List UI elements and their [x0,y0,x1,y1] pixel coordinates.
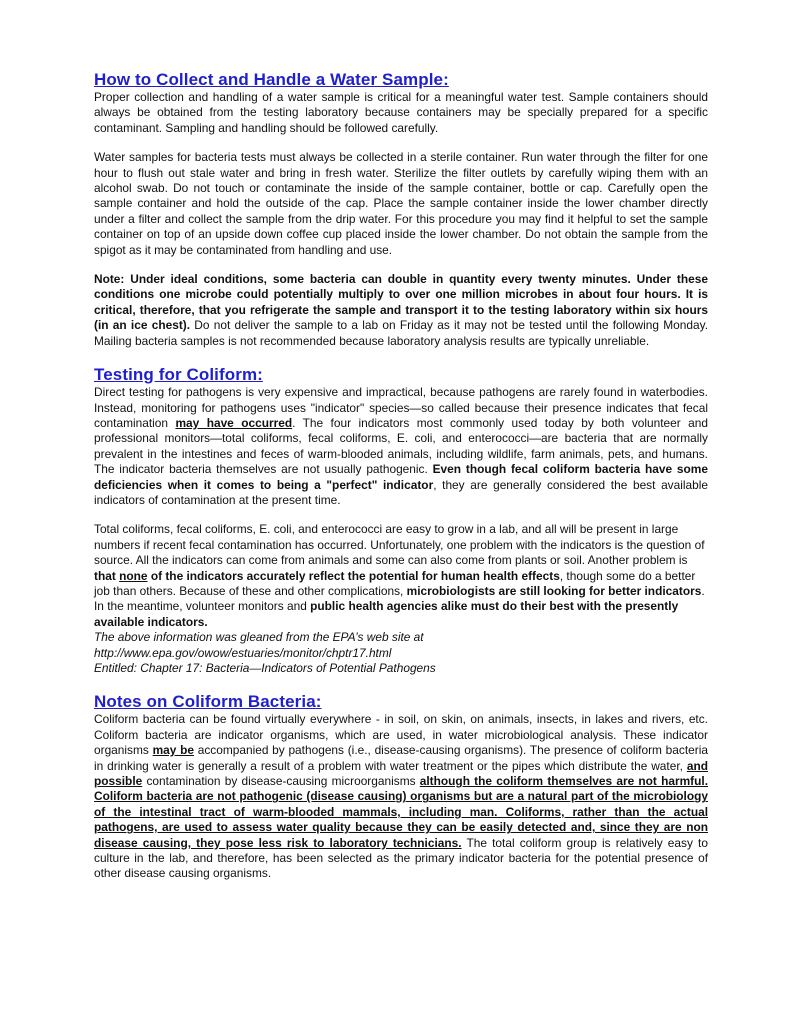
paragraph-note [94,272,708,349]
section-heading-notes-coliform: Notes on Coliform Bacteria: [94,692,322,712]
paragraph-coliform-notes [94,712,708,881]
bold-text: microbiologists are still looking for better indicators [406,583,702,598]
bold-text: that [94,568,120,583]
section-heading-collect-sample: How to Collect and Handle a Water Sample: [94,70,449,89]
source-title: Entitled: Chapter 17: Bacteria—Indicators of Potential Pathogens [94,661,436,675]
text-run: Direct testing for pathogens is very expensive and impractical, because pathogens are rarely found in waterbodies. Instead, monitoring for pathogens uses "indicator" species—so called because their presence indicates that fecal contamination [94,385,708,430]
text-run: Total coliforms, fecal coliforms, E. coli, and enterococci are easy to grow in a lab, and all will be present in large numbers if recent fecal contamination has occurred. Unfortunately, one problem with the indicators is the question of source. All the indicators can come from animals and some can also come from plants or soil. Another problem is [94,522,705,568]
text-run: . The four indicators most commonly used today by both volunteer and professional monitors—total coliforms, fecal coliforms, E. coli, and enterococci—are bacteria that are normally prevalent in the intestines and feces of warm-blooded animals, including wildlife, farm animals, pets, and humans. The indicator bacteria themselves are not usually pathogenic. [94,415,708,477]
paragraph-direct-testing [94,385,708,508]
text-run: The total coliform group is relatively easy to culture in the lab, and therefore, has been selected as the primary indicator bacteria for the potential presence of other disease causing organisms. [94,835,708,881]
text-run: , they are generally considered the best available indicators of contamination at the present time. [94,477,709,507]
document-page [94,70,708,882]
note-rest-text: Do not deliver the sample to a lab on Friday as it may not be tested until the following Monday. Mailing bacteria samples is not recommended because laboratory analysis results are typically unreliable. [94,318,709,348]
text-run: accompanied by pathogens (i.e., disease-causing organisms). The presence of coliform bacteria in drinking water is generally a result of a problem with water treatment or the pipes which distribute the water, [94,743,708,773]
text-run: , though some do a better job than others. Because of these and other complications, [94,568,696,598]
paragraph-indicator-problems [94,522,708,630]
underlined-text: may be [152,743,194,758]
underlined-text: and possible [94,758,708,789]
paragraph-sterile-container: Water samples for bacteria tests must always be collected in a sterile container. Run water through the filter for one hour to flush out stale water and bring in fresh water. Sterilize the filter outlets by carefully wiping them with an alcohol swab. Do not touch or contaminate the inside of the sample container, bottle or cap. Carefully open the sample container and hold the outside of the cap. Place the sample container inside the lower chamber directly under a filter and collect the sample from the drip water. For this procedure you may find it helpful to set the sample container on top of an upside down coffee cup placed inside the lower chamber. Do not obtain the sample from the spigot as it may be contaminated from handling and use. [94,150,708,257]
text-run: Coliform bacteria can be found virtually everywhere - in soil, on skin, on animals, insects, in lakes and rivers, etc. Coliform bacteria are indicator organisms, which are used, in water microbiological analysis. These indicator organisms [94,712,708,758]
text-run: . In the meantime, volunteer monitors and [94,583,705,614]
source-line-1: The above information was gleaned from the EPA’s web site at [94,630,424,645]
underlined-text: may have occurred [175,415,293,430]
underlined-text: although the coliform themselves are not harmful. Coliform bacteria are not pathogenic (disease causing) organisms but are a natural part of the microbiology of the intestinal tract of warm-blooded mammals, including man. Coliforms, rather than the actual pathogens, are used to assess water quality because they can be easily detected and, since they are non disease causing, they pose less risk to laboratory technicians. [94,774,709,850]
bold-text: of the indicators accurately reflect the potential for human health effects [147,568,560,583]
section-heading-testing-coliform: Testing for Coliform: [94,365,263,385]
text-run: contamination by disease-causing microorganisms [142,774,420,789]
bold-text: public health agencies alike must do their best with the presently available indicators. [94,599,679,629]
paragraph-collection-intro: Proper collection and handling of a water sample is critical for a meaningful water test. Sample containers should always be obtained from the testing laboratory because containers may be specially prepared for a specific contaminant. Sampling and handling should be followed carefully. [94,90,708,135]
underlined-text: none [119,568,148,583]
note-bold-text: Note: Under ideal conditions, some bacteria can double in quantity every twenty minutes. Under these conditions one microbe could potentially multiply to over one million microbes in about four hours. It is critical, therefore, that you refrigerate the sample and transport it to the testing laboratory within six hours (in an ice chest). [94,272,708,333]
source-url: http://www.epa.gov/owow/estuaries/monitor/chptr17.html [94,645,392,660]
bold-text: Even though fecal coliform bacteria have some deficiencies when it comes to being a "perfect" indicator [94,462,708,492]
